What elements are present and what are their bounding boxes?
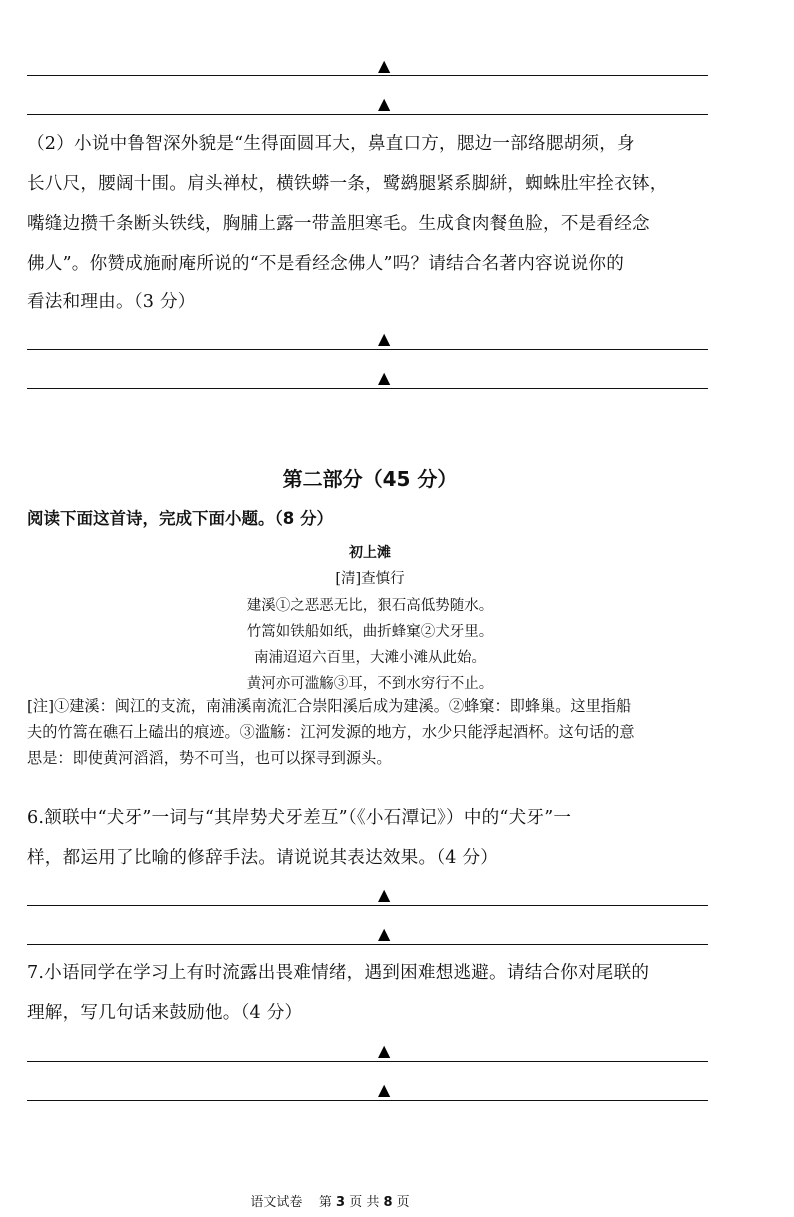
answer-line[interactable]	[27, 75, 708, 76]
answer-marker: ▲	[378, 885, 391, 904]
poem-author: [清]查慎行	[335, 571, 405, 587]
answer-marker: ▲	[378, 1080, 391, 1099]
page-footer	[0, 1191, 660, 1210]
note-line: [注]①建溪：闽江的支流，南浦溪南流汇合崇阳溪后成为建溪。②蜂窠：即蜂巢。这里指船	[27, 697, 632, 715]
answer-line[interactable]	[27, 905, 708, 906]
answer-marker: ▲	[378, 94, 391, 113]
page-suffix: 页	[396, 1195, 410, 1210]
question-text-line: 样，都运用了比喻的修辞手法。请说说其表达效果。（4 分）	[27, 848, 499, 868]
section-heading: 第二部分（45 分）	[282, 467, 458, 491]
answer-marker: ▲	[378, 1041, 391, 1060]
poem-line: 竹篙如铁船如纸，曲折蜂窠②犬牙里。	[246, 624, 494, 640]
question-text-line: 佛人”。你赞成施耐庵所说的“不是看经念佛人”吗？请结合名著内容说说你的	[27, 254, 624, 274]
answer-marker: ▲	[378, 368, 391, 387]
poem-title: 初上滩	[349, 545, 391, 561]
question-text-line: 看法和理由。（3 分）	[27, 292, 196, 312]
poem-line: 黄河亦可滥觞③耳，不到水穷行不止。	[246, 676, 494, 692]
answer-marker: ▲	[378, 924, 391, 943]
answer-line[interactable]	[27, 114, 708, 115]
page-prefix: 第	[318, 1195, 332, 1210]
note-line: 思是：即使黄河滔滔，势不可当，也可以探寻到源头。	[27, 749, 392, 767]
question-text-line: 长八尺，腰阔十围。肩头禅杖，横铁蟒一条，鹭鹚腿紧系脚絣，蜘蛛肚牢拴衣钵，	[27, 174, 668, 194]
question-text-line: 嘴缝边攒千条断头铁线，胸脯上露一带盖胆寒毛。生成食肉餐鱼脸，不是看经念	[27, 214, 650, 234]
total-pages: 8	[383, 1195, 393, 1210]
exam-name: 语文试卷	[250, 1195, 303, 1210]
question-text-line: （2）小说中鲁智深外貌是“生得面圆耳大，鼻直口方，腮边一部络腮胡须，身	[27, 134, 635, 154]
answer-line[interactable]	[27, 349, 708, 350]
answer-line[interactable]	[27, 1061, 708, 1062]
page-mid: 页 共	[349, 1195, 380, 1210]
poem-line: 南浦迢迢六百里，大滩小滩从此始。	[254, 650, 486, 666]
question-text-line: 7.小语同学在学习上有时流露出畏难情绪，遇到困难想逃避。请结合你对尾联的	[27, 963, 650, 983]
page-number: 3	[336, 1195, 346, 1210]
note-line: 夫的竹篙在礁石上磕出的痕迹。③滥觞：江河发源的地方，水少只能浮起酒杯。这句话的意	[27, 723, 635, 741]
answer-line[interactable]	[27, 1100, 708, 1101]
question-text-line: 6.颔联中“犬牙”一词与“其岸势犬牙差互”（《小石潭记》）中的“犬牙”一	[27, 808, 572, 828]
answer-line[interactable]	[27, 388, 708, 389]
poem-line: 建溪①之恶恶无比，狠石高低势随水。	[246, 598, 494, 614]
answer-marker: ▲	[378, 329, 391, 348]
reading-instruction: 阅读下面这首诗，完成下面小题。（8 分）	[27, 509, 333, 528]
question-text-line: 理解，写几句话来鼓励他。（4 分）	[27, 1003, 303, 1023]
answer-line[interactable]	[27, 944, 708, 945]
answer-marker: ▲	[378, 56, 391, 75]
